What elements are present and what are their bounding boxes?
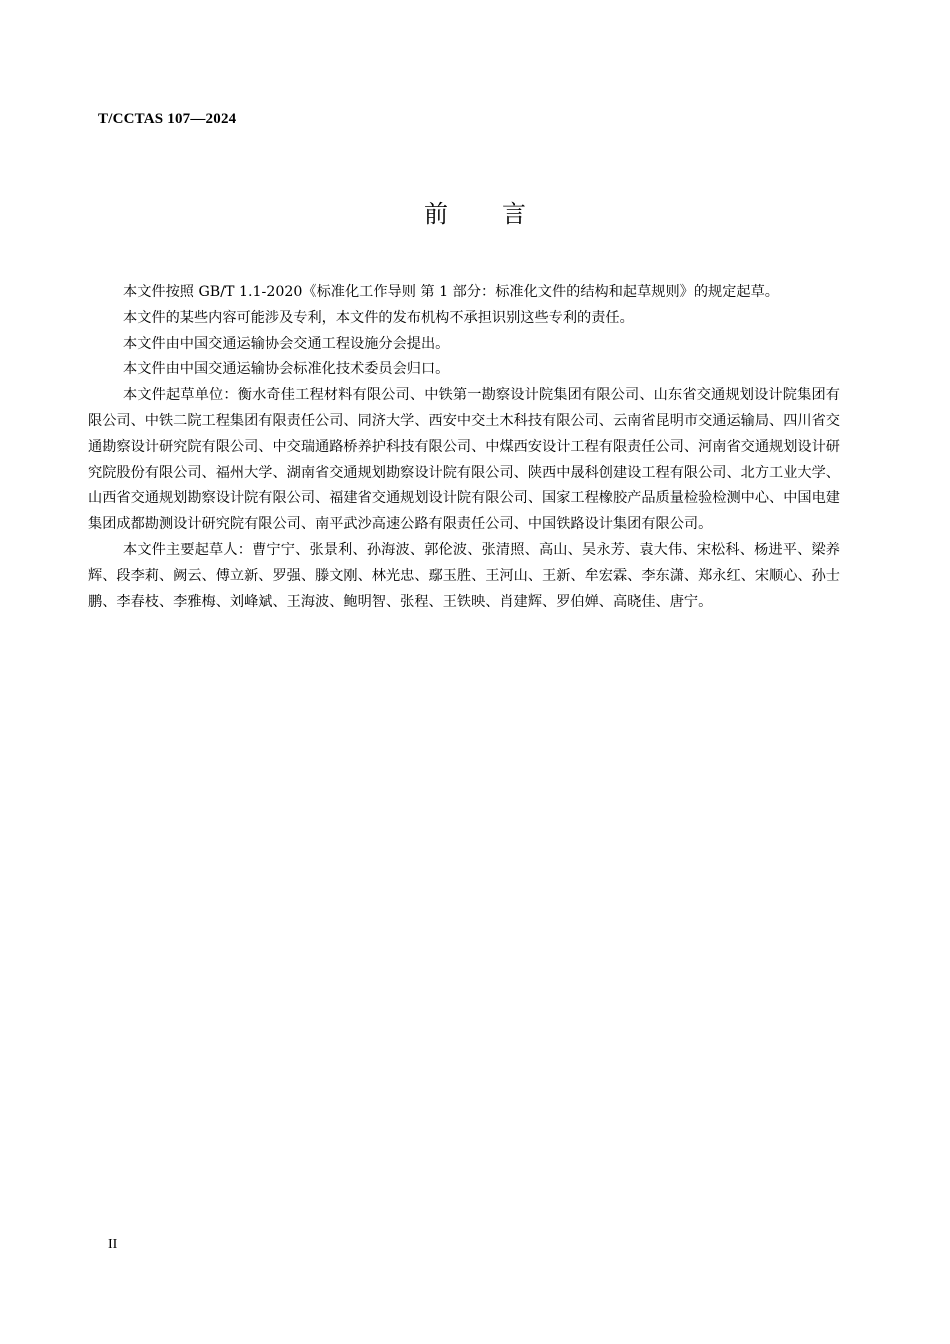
paragraph-drafting-rules: 本文件按照 GB/T 1.1-2020《标准化工作导则 第 1 部分：标准化文件的结构和起草规则》的规定起草。 <box>123 284 779 300</box>
paragraph-governing-body: 本文件由中国交通运输协会标准化技术委员会归口。 <box>123 361 450 378</box>
paragraph-patent-notice: 本文件的某些内容可能涉及专利，本文件的发布机构不承担识别这些专利的责任。 <box>123 309 634 326</box>
paragraph-main-drafters: 本文件主要起草人：曹宁宁、张景利、孙海波、郭伦波、张清照、高山、吴永芳、袁大伟、宋松科、杨进平、梁养辉、段李莉、阙云、傅立新、罗强、滕文刚、林光忠、鄢玉胜、王河山、王新、牟宏霖、李东潇、郑永红、宋顺心、孙士鹏、李春枝、李雅梅、刘峰斌、王海波、鲍明智、张程、王铁映、肖建辉、罗伯婵、高晓佳、唐宁。 <box>88 541 840 610</box>
document-code: T/CCTAS 107—2024 <box>98 111 237 127</box>
paragraph-drafting-units: 本文件起草单位：衡水奇佳工程材料有限公司、中铁第一勘察设计院集团有限公司、山东省交通规划设计院集团有限公司、中铁二院工程集团有限责任公司、同济大学、西安中交土木科技有限公司、云南省昆明市交通运输局、四川省交通勘察设计研究院有限公司、中交瑞通路桥养护科技有限公司、中煤西安设计工程有限责任公司、河南省交通规划设计研究院股份有限公司、福州大学、湖南省交通规划勘察设计院有限公司、陕西中晟科创建设工程有限公司、北方工业大学、山西省交通规划勘察设计院有限公司、福建省交通规划设计院有限公司、国家工程橡胶产品质量检验检测中心、中国电建集团成都勘测设计研究院有限公司、南平武沙高速公路有限责任公司、中国铁路设计集团有限公司。 <box>88 387 840 533</box>
paragraph-proposer: 本文件由中国交通运输协会交通工程设施分会提出。 <box>123 335 450 352</box>
page-number: II <box>108 1237 118 1252</box>
page-title: 前言 <box>424 200 580 228</box>
body-text <box>88 280 840 615</box>
